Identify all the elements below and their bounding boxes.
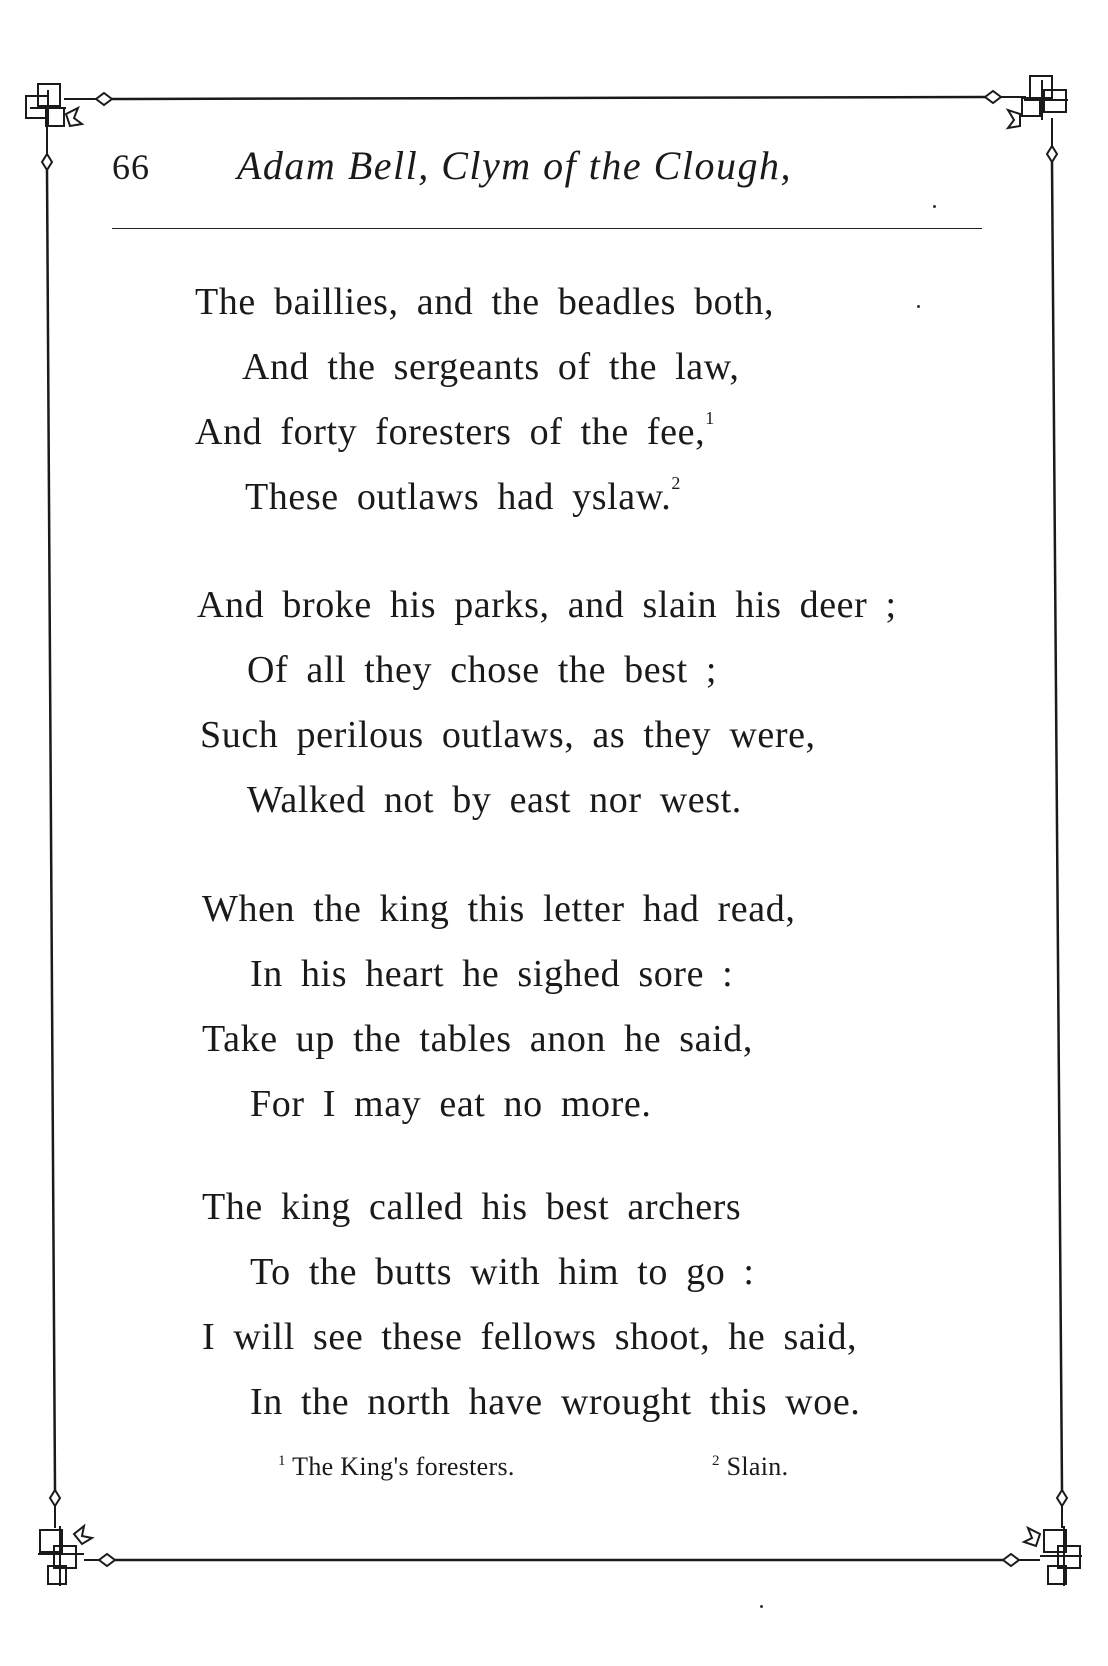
verse-line: Such perilous outlaws, as they were, [200,714,816,756]
header-rule [112,228,982,229]
corner-ornament-top-left [26,84,112,170]
verse-line: These outlaws had yslaw.$^2$ [245,473,682,518]
print-speck [917,305,920,308]
verse-line: In his heart he sighed sore : [250,953,734,995]
corner-ornament-bottom-right [1003,1490,1082,1586]
corner-ornament-bottom-left [38,1490,115,1586]
verse-line: When the king this letter had read, [202,888,796,930]
verse-line: I will see these fellows shoot, he said, [202,1316,858,1358]
verse-line: The baillies, and the beadles both, [195,281,775,323]
verse-line: For I may eat no more. [250,1083,652,1125]
footnote-text: Slain. [726,1452,789,1481]
print-speck [760,1605,763,1608]
book-title: Adam Bell, Clym of the Clough, [237,143,792,188]
verse-line: Of all they chose the best ; [247,649,718,691]
verse-line: To the butts with him to go : [250,1251,755,1293]
footnote-text: The King's foresters. [292,1452,515,1481]
border-right-rule [1052,162,1062,1490]
verse-line: The king called his best archers [202,1186,742,1228]
border-left-rule [47,170,55,1490]
page-number: 66 [112,147,150,187]
verse-line: And broke his parks, and slain his deer ; [197,584,897,626]
verse-line: Take up the tables anon he said, [202,1018,753,1060]
footnote-ref: 2 [671,473,682,493]
verse-line: And forty foresters of the fee,$^1$ [195,408,715,453]
footnote-mark: 1 [278,1453,286,1469]
border-top-rule [112,97,985,99]
print-speck [933,205,936,208]
verse-line: In the north have wrought this woe. [250,1381,861,1423]
footnote-mark: 2 [712,1453,720,1469]
corner-ornament-top-right [985,76,1068,162]
footnote [278,1452,515,1482]
footnote [712,1452,788,1482]
footnote-ref: 1 [705,408,715,428]
verse-line: Walked not by east nor west. [247,779,742,821]
running-head [112,140,982,200]
verse-line: And the sergeants of the law, [242,346,740,388]
